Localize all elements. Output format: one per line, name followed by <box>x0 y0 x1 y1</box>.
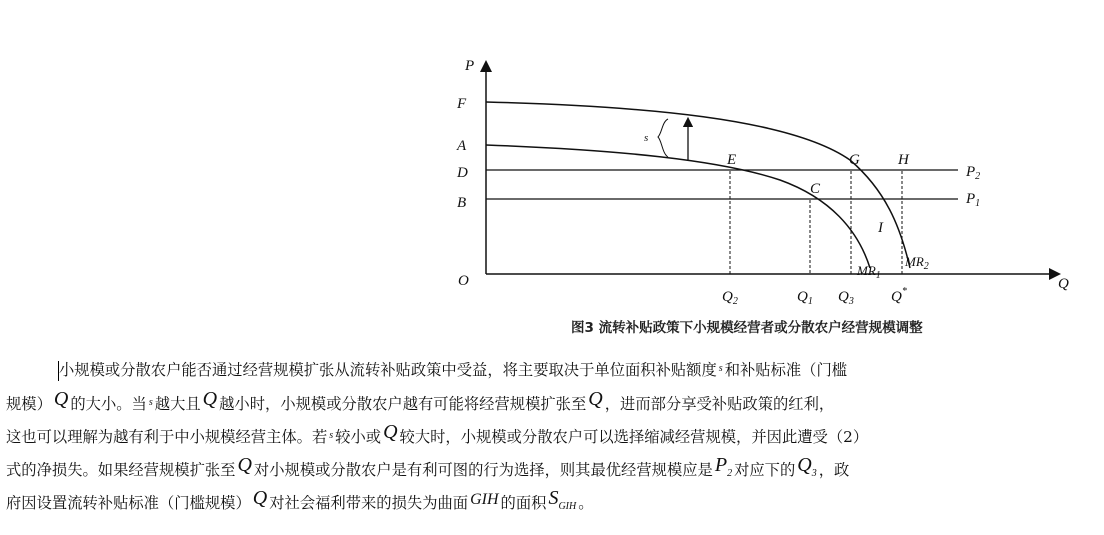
label-p1: $P_1$ <box>966 191 981 209</box>
text-run: 越大且 <box>154 395 201 413</box>
math-q-threshold: Q <box>237 454 252 476</box>
text-run: 对小规模或分散农户是有利可图的行为选择，则其最优经营规模应是 <box>253 461 713 479</box>
text-run: 小规模或分散农户能否通过经营规模扩张从流转补贴政策中受益，将主要取决于单位面积补贴额度 <box>59 361 717 379</box>
paragraph-line-4 <box>6 453 1102 486</box>
text-run: 和补贴标准（门槛 <box>724 361 848 379</box>
math-s: s <box>148 397 153 408</box>
tick-q3: $Q_3$ <box>838 289 854 307</box>
text-run: 较大时，小规模或分散农户可以选择缩减经营规模，并因此遭受（2） <box>399 428 869 446</box>
text-run: 越小时，小规模或分散农户越有可能将经营规模扩张至 <box>219 395 587 413</box>
point-g: G <box>849 152 860 168</box>
label-f: F <box>457 96 467 112</box>
subsidy-label: s <box>644 132 649 144</box>
math-p2: $P_2$ <box>714 454 733 479</box>
math-q-threshold: Q <box>383 421 398 443</box>
math-s: s <box>329 430 334 441</box>
paragraph-line-5 <box>6 486 1102 519</box>
math-gih: GIH <box>470 491 499 508</box>
point-i: I <box>878 220 883 236</box>
text-run: 。 <box>578 494 594 512</box>
subsidy-brace <box>658 119 668 157</box>
math-s-gih: $S_{GIH}$ <box>548 487 577 512</box>
origin-label: O <box>458 273 469 289</box>
math-q-threshold: Q <box>53 388 69 410</box>
label-mr1: $MR_1$ <box>857 263 881 281</box>
y-axis-label: P <box>465 58 475 74</box>
paragraph-line-1 <box>6 354 1102 387</box>
figure-caption: 图3 流转补贴政策下小规模经营者或分散农户经营规模调整 <box>571 320 923 336</box>
text-run: 规模） <box>6 395 52 413</box>
text-run: 的面积 <box>500 494 547 512</box>
text-run: 的大小。当 <box>70 395 147 413</box>
tick-q1: $Q_1$ <box>797 289 813 307</box>
paragraph-line-3 <box>6 420 1102 453</box>
math-s: s <box>718 363 723 374</box>
body-paragraph <box>6 354 1102 519</box>
tick-q2: $Q_2$ <box>722 289 738 307</box>
text-run: ，政 <box>818 461 850 479</box>
point-e: E <box>727 152 737 168</box>
label-b: B <box>457 195 467 211</box>
text-run: 对社会福利带来的损失为曲面 <box>269 494 469 512</box>
math-q-threshold: Q <box>252 487 268 509</box>
math-q-threshold: Q <box>202 388 218 410</box>
text-run: 对应下的 <box>734 461 796 479</box>
mr2-curve <box>486 102 910 268</box>
text-run: 府因设置流转补贴标准（门槛规模） <box>6 494 251 512</box>
x-axis-label: Q <box>1058 276 1069 292</box>
text-run: 这也可以理解为越有利于中小规模经营主体。若 <box>6 428 328 446</box>
text-run: 式的净损失。如果经营规模扩张至 <box>6 461 236 479</box>
label-a: A <box>457 138 467 154</box>
paragraph-line-2 <box>6 387 1102 420</box>
label-p2: $P_2$ <box>966 164 981 182</box>
tick-qstar: Q* <box>891 286 907 305</box>
label-d: D <box>457 165 468 181</box>
text-run: ，进而部分享受补贴政策的红利， <box>604 395 835 413</box>
math-q3: $Q_3$ <box>797 454 817 479</box>
mr1-curve <box>486 145 870 268</box>
point-h: H <box>898 152 909 168</box>
label-mr2: $MR_2$ <box>905 254 929 272</box>
text-run: 较小或 <box>335 428 382 446</box>
math-q-threshold: Q <box>588 388 603 410</box>
point-c: C <box>810 181 821 197</box>
